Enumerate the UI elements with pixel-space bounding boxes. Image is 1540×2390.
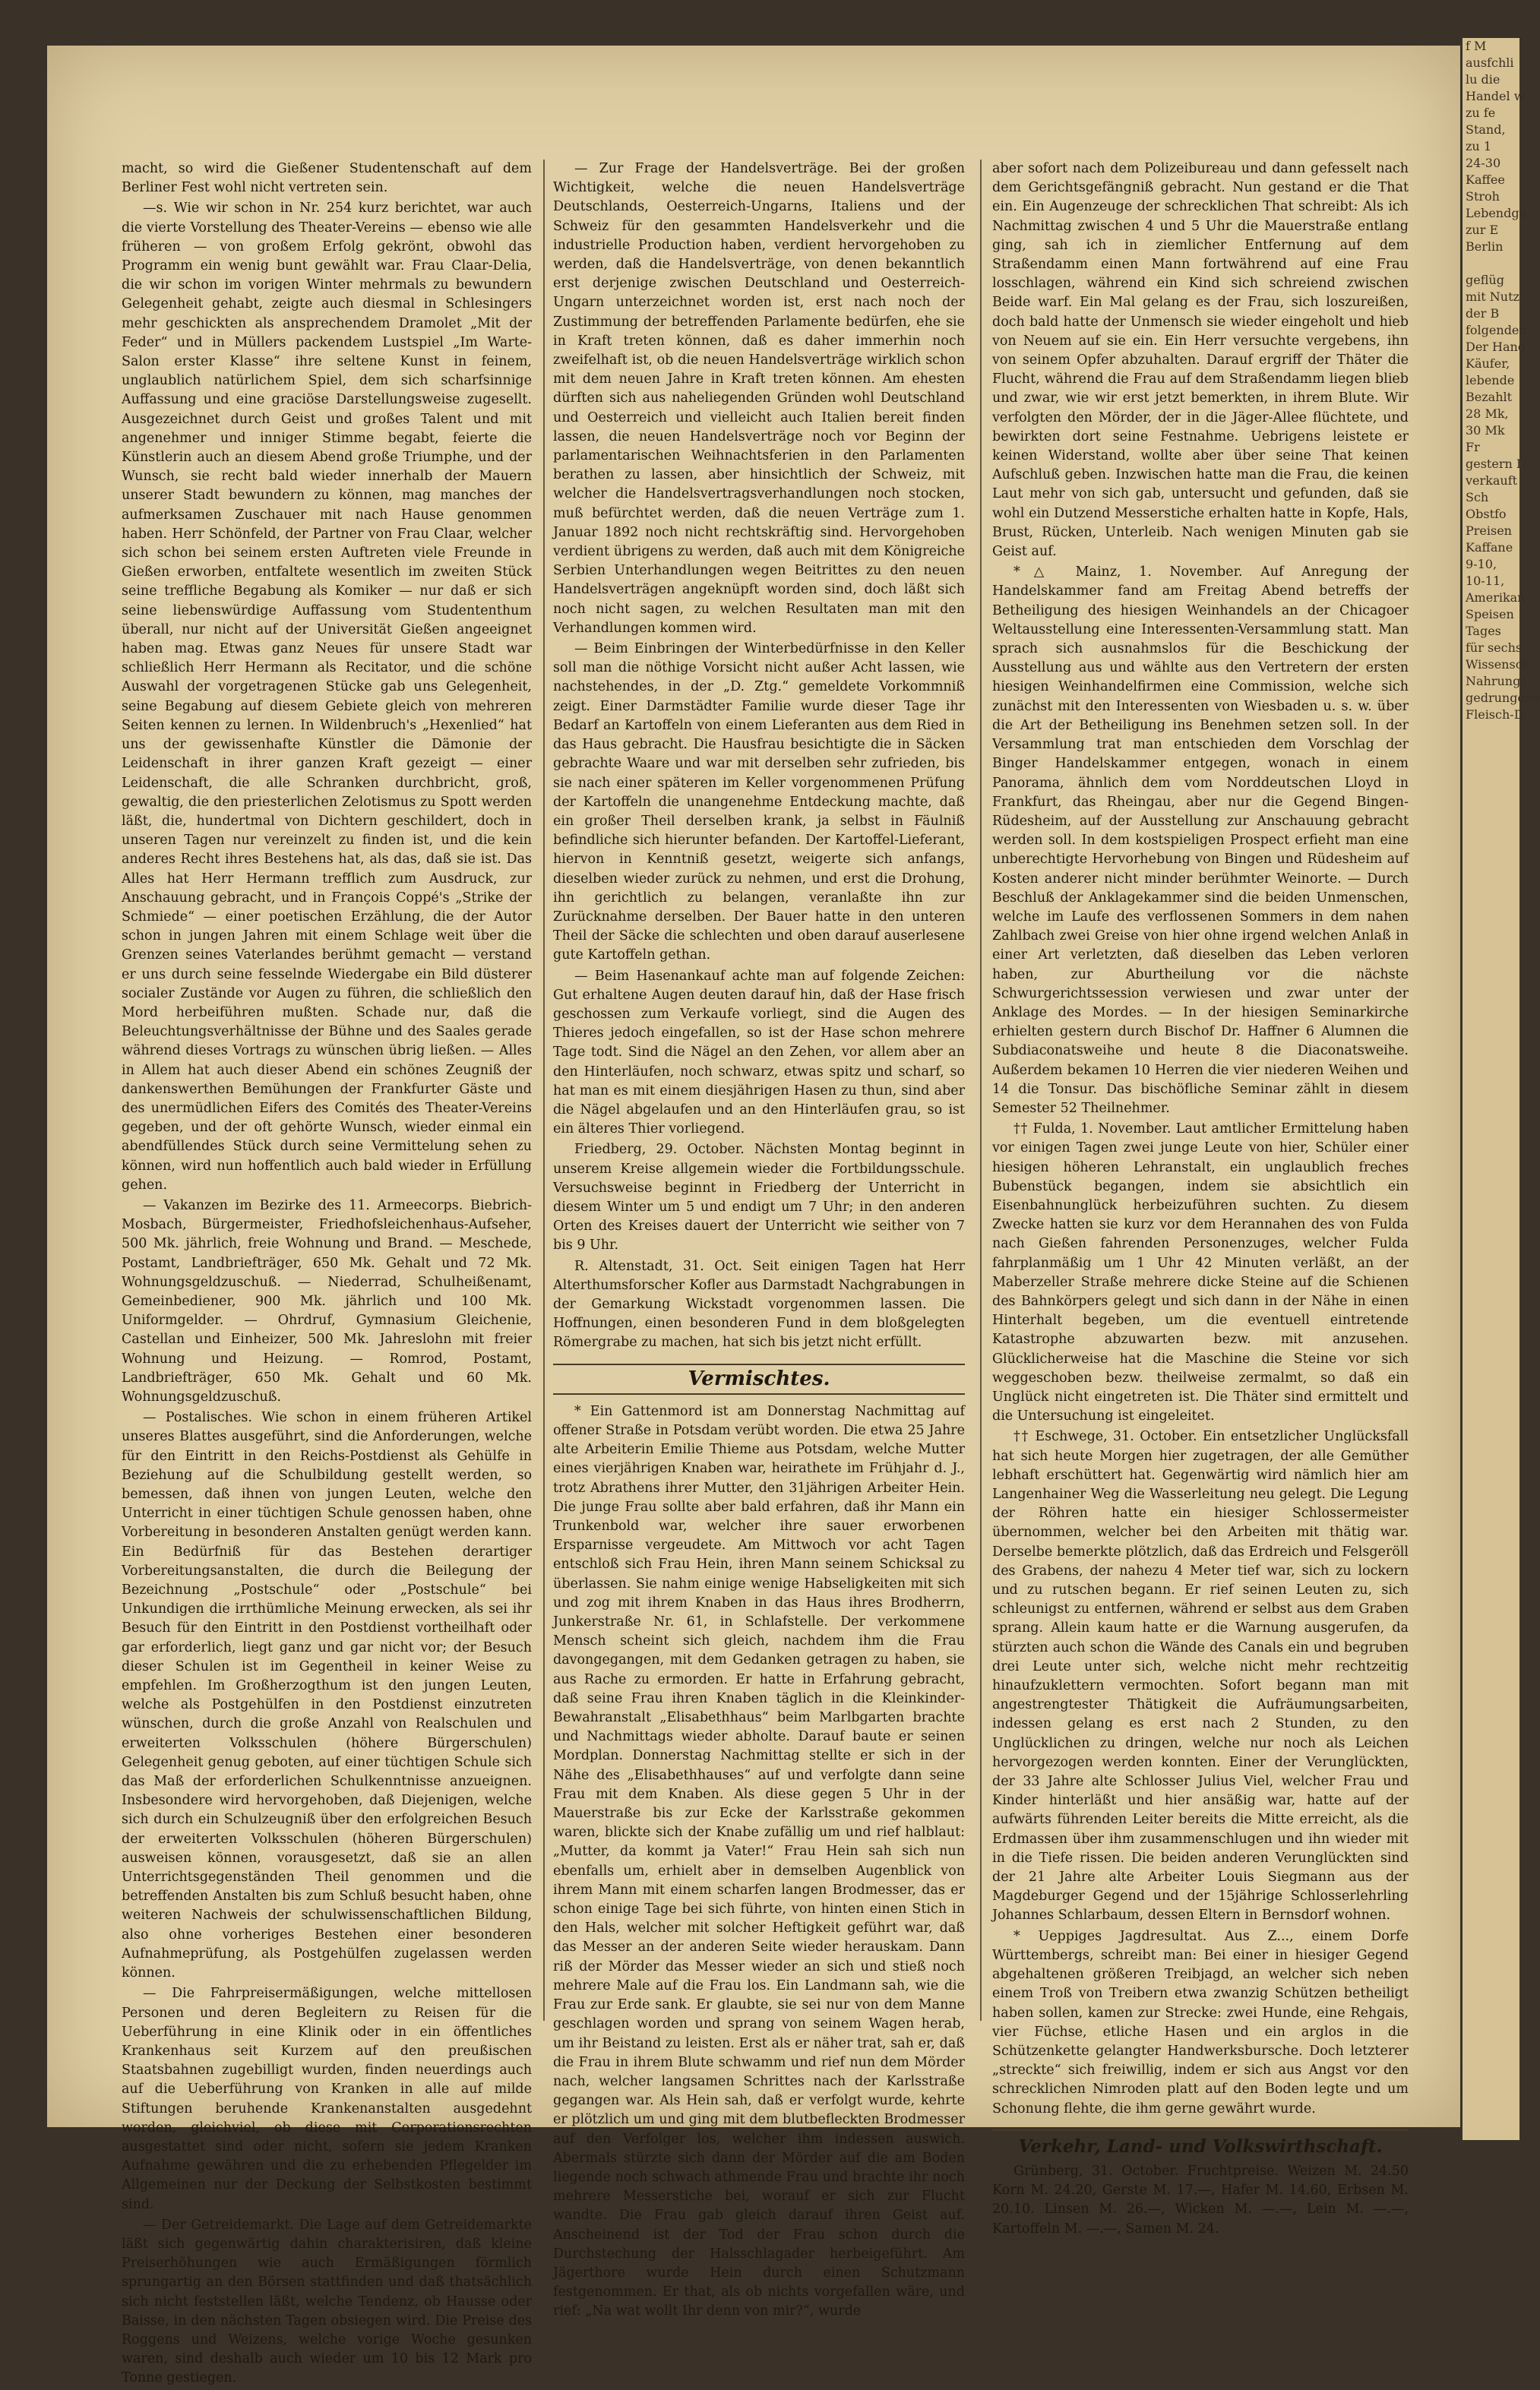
- strip-line: Berlin: [1466, 239, 1504, 254]
- strip-line: Sch: [1466, 490, 1489, 504]
- strip-line: verkauft: [1466, 473, 1518, 488]
- strip-line: Handel w: [1466, 89, 1525, 103]
- article-gruenberg: Grünberg, 31. October. Fruchtpreise. Weizen M. 24.50 Korn M. 24.20, Gerste M. 17.—, Hafer M. 14.60, Erbsen M. 20.10. Linsen M. 26.—, Wicken M. —.—, Lein M. —.—, Kartoffeln M. —.—, Samen M. 24.: [992, 2163, 1409, 2237]
- strip-line: lu die: [1466, 72, 1500, 87]
- strip-line: Nahrungs: [1466, 674, 1527, 688]
- article-getreidemarkt: — Der Getreidemarkt. Die Lage auf dem Getreidemarkte läßt sich gegenwärtig dahin charakterisiren, daß kleine Preiserhöhungen wie auch Ermäßigungen förmlich sprungartig an den Börsen stattfinden und daß thatsächlich sich nicht feststellen läßt, welche Tendenz, ob Hausse oder Baisse, in den nächsten Tagen obsiegen wird. Die Preise des Roggens und Weizens, welche vorige Woche gesunken waren, sind deshalb auch wieder um 10 bis 12 Mark pro Tonne gestiegen.: [122, 2217, 532, 2386]
- strip-line: gestern L: [1466, 457, 1525, 471]
- article-winterbeduerfnisse: — Beim Einbringen der Winterbedürfnisse in den Keller soll man die nöthige Vorsicht nicht außer Acht lassen, wie nachstehendes, in der „D. Ztg.“ gemeldete Vorkommniß zeigt. Einer Darmstädter Familie wurde dieser Tage ihr Bedarf an Kartoffeln von einem Lieferanten aus dem Ried in das Haus gebracht. Die Hausfrau besichtigte die in Säcken gebrachte Waare und war mit derselben sehr zufrieden, bis sie nach einer späteren im Keller vorgenommenen Prüfung der Kartoffeln die unangenehme Entdeckung machte, daß ein großer Theil derselben krank, ja selbst in Fäulniß befindliche sich hierunter befanden. Der Kartoffel-Lieferant, hiervon in Kenntniß gesetzt, weigerte sich anfangs, dieselben wieder zurück zu nehmen, und erst die Drohung, ihn gerichtlich zu belangen, veranlaßte ihn zur Zurücknahme derselben. Der Bauer hatte in den unteren Theil der Säcke die schlechten und oben darauf auserlesene gute Kartoffeln gethan.: [553, 641, 965, 963]
- article-friedberg: Friedberg, 29. October. Nächsten Montag beginnt in unserem Kreise allgemein wieder die Fortbildungsschule. Versuchsweise beginnt in Friedberg der Unterricht in diesem Winter um 5 und endigt um 7 Uhr; in den anderen Orten des Kreises dauert der Unterricht wie seither von 7 bis 9 Uhr.: [553, 1142, 965, 1253]
- article-mainz: *△ Mainz, 1. November. Auf Anregung der Handelskammer fand am Freitag Abend betreffs der Betheiligung des hiesigen Weinhandels an der Chicagoer Weltausstellung eine Interessenten-Versammlung statt. Man sprach sich ausnahmslos für die Beschickung der Ausstellung aus und wählte aus den Vertretern der ersten hiesigen Weinhandelfirmen eine Commission, welche sich zunächst mit den Interessenten von Wiesbaden u. s. w. über die Art der Betheiligung ins Benehmen setzen soll. In der Versammlung trat man entschieden dem Vorschlag der Binger Handelskammer entgegen, wonach in einem Panorama, ähnlich dem vom Norddeutschen Lloyd in Frankfurt, das Rheingau, aber nur die Gegend Bingen-Rüdesheim, auf der Ausstellung zur Anschauung gebracht werden soll. In dem kostspieligen Prospect erfieht man eine unberechtigte Hervorhebung von Bingen und Rüdesheim auf Kosten anderer nicht minder berühmter Weinorte. — Durch Beschluß der Anklagekammer sind die beiden Unmenschen, welche im Laufe des verflossenen Sommers in dem nahen Zahlbach zwei Greise von hier ohne irgend welchen Anlaß in einer Art verletzten, daß dieselben das Leben verloren haben, zur Aburtheilung vor die nächste Schwurgerichtssession verwiesen und zwar unter der Anklage des Mordes. — In der hiesigen Seminarkirche erhielten gestern durch Bischof Dr. Haffner 6 Alumnen die Subdiaconatsweihe und heute 8 die Diaconatsweihe. Außerdem bekamen 10 Herren die vier niederen Weihen und 14 die Tonsur. Das bischöfliche Seminar zählt in diesem Semester 52 Theilnehmer.: [992, 564, 1409, 1116]
- strip-line: Stand,: [1466, 122, 1506, 137]
- strip-line: Fr: [1466, 440, 1480, 454]
- article-text: aber sofort nach dem Polizeibureau und dann gefesselt nach dem Gerichtsgefängniß gebracht. Nun gestand er die That ein. Ein Augenzeuge der schrecklichen That schreibt: Als ich Nachmittag zwischen 4 und 5 Uhr die Mauerstraße entlang ging, sah ich in ziemlicher Entfernung auf dem Straßendamm einen Mann fortwährend auf eine Frau losschlagen, während ein Kind sich schreiend zwischen Beide warf. Ein Mal gelang es der Frau, sich loszureißen, doch bald hatte der Unmensch sie wieder eingeholt und hieb von Neuem auf sie ein. Ein Herr versuchte vergebens, ihn von seinem Opfer abzuhalten. Darauf ergriff der Thäter die Flucht, während die Frau auf dem Straßendamm liegen blieb und zwar, wie wir erst jetzt bemerkten, in ihrem Blute. Wir verfolgten den Mörder, der in die Jäger-Allee flüchtete, und bewirkten dort seine Festnahme. Uebrigens leistete er keinen Widerstand, wollte aber über seine That keinen Aufschluß geben. Inzwischen hatte man die Frau, die keinen Laut mehr von sich gab, untersucht und gefunden, daß sie wohl ein Dutzend Messerstiche erhalten hatte in Kopfe, Hals, Brust, Rücken, Unterleib. Nach wenigen Minuten gab sie Geist auf.: [992, 161, 1409, 560]
- article-text: macht, so wird die Gießener Studentenschaft auf dem Berliner Fest wohl nicht vertreten sein.: [122, 161, 532, 196]
- strip-line: 10-11,: [1466, 574, 1505, 588]
- adjacent-page-strip: [1463, 38, 1540, 2140]
- strip-line: Der Hand: [1466, 340, 1526, 354]
- strip-line: [1466, 255, 1519, 272]
- article-vakanzen: — Vakanzen im Bezirke des 11. Armeecorps. Biebrich-Mosbach, Bürgermeister, Friedhofsleichenhaus-Aufseher, 500 Mk. jährlich, freie Wohnung und Brand. — Meschede, Postamt, Landbriefträger, 650 Mk. Gehalt und 72 Mk. Wohnungsgeldzuschuß. — Niederrad, Schulheißenamt, Gemeinbediener, 900 Mk. jährlich und 100 Mk. Uniformgelder. — Ohrdruf, Gymnasium Gleichenie, Castellan und Einheizer, 500 Mk. Jahreslohn mit freier Wohnung und Heizung. — Romrod, Postamt, Landbriefträger, 650 Mk. Gehalt und 60 Mk. Wohnungsgeldzuschuß.: [122, 1197, 532, 1405]
- strip-line: Kaffane: [1466, 540, 1513, 555]
- article-altenstadt: R. Altenstadt, 31. Oct. Seit einigen Tagen hat Herr Alterthumsforscher Kofler aus Darmstadt Nachgrabungen in der Gemarkung Wickstadt vorgenommen lassen. Die Hoffnungen, einen besonderen Fund in dem bloßgelegten Römergrabe zu machen, hat sich bis jetzt nicht erfüllt.: [553, 1258, 965, 1351]
- strip-line: zur E: [1466, 223, 1499, 237]
- column-1: [122, 160, 532, 2390]
- strip-line: ausfchli: [1466, 55, 1514, 70]
- article-postalisches: — Postalisches. Wie schon in einem früheren Artikel unseres Blattes ausgeführt, sind die Anforderungen, welche für den Eintritt in den Reichs-Postdienst als Gehülfe in Beziehung auf die Schulbildung gestellt werden, so bemessen, daß ihnen von jungen Leuten, welche den Unterricht in einer tüchtigen Schule genossen haben, ohne Vorbereitung in besonderen Anstalten genügt werden kann. Ein Bedürfniß für das Bestehen derartiger Vorbereitungsanstalten, die durch die Beilegung der Bezeichnung „Postschule“ oder „Postschule“ bei Unkundigen die irrthümliche Meinung erwecken, als sei ihr Besuch für den Eintritt in den Postdienst vortheilhaft oder gar erforderlich, liegt ganz und gar nicht vor; der Besuch dieser Schulen ist im Gegentheil in keiner Weise zu empfehlen. Im Großherzogthum ist den jungen Leuten, welche als Postgehülfen in den Postdienst einzutreten wünschen, durch die große Anzahl von Realschulen und erweiterten Volksschulen (höhere Bürgerschulen) Gelegenheit genug geboten, auf einer tüchtigen Schule sich das Maß der erforderlichen Schulkenntnisse anzueignen. Insbesondere wird hervorgehoben, daß Diejenigen, welche sich durch ein Schulzeugniß über den erfolgreichen Besuch der erweiterten Volksschulen (höheren Bürgerschulen) ausweisen können, vorausgesetzt, daß sie an allen Unterrichtsgegenständen Theil genommen und die betreffenden Anstalten bis zum Schluß besucht haben, ohne weiteren Nachweis der schulwissenschaftlichen Bildung, also ohne vorheriges Bestehen einer besonderen Aufnahmeprüfung, als Postgehülfen zugelassen werden können.: [122, 1410, 532, 1981]
- strip-line: Lebendge: [1466, 206, 1527, 220]
- section-heading-verkehr: Verkehr, Land- und Volkswirthschaft.: [992, 2129, 1409, 2156]
- strip-line: Amerikan: [1466, 590, 1526, 605]
- strip-line: für sechs: [1466, 640, 1523, 655]
- strip-line: Stroh: [1466, 189, 1500, 204]
- column-3: [992, 160, 1409, 2240]
- strip-line: lebende: [1466, 373, 1515, 387]
- strip-line: 28 Mk,: [1466, 406, 1509, 421]
- article-eschwege: †† Eschwege, 31. October. Ein entsetzlicher Unglücksfall hat sich heute Morgen hier zugetragen, der alle Gemüther lebhaft erschüttert hat. Gegenwärtig wird nämlich hier am Langenhainer Weg die Wasserleitung neu gelegt. Die Legung der Röhren hatte ein hiesiger Schlossermeister übernommen, welcher bei den Arbeiten mit thätig war. Derselbe bemerkte plötzlich, daß das Erdreich und Felsgeröll des Grabens, der nahezu 4 Meter tief war, sich zu lockern und zu rutschen begann. Er rief seinen Leuten zu, sich schleunigst zu entfernen, während er selbst aus dem Graben sprang. Allein kaum hatte er die Warnung ausgerufen, da stürzten auch schon die Wände des Canals ein und begruben drei Leute unter sich, welche nicht mehr rechtzeitig hinaufzuklettern vermochten. Sofort begann man mit angestrengtester Thätigkeit die Aufräumungsarbeiten, indessen gelang es erst nach 2 Stunden, zu den Unglücklichen zu dringen, welche nur noch als Leichen hervorgezogen werden konnten. Einer der Verunglückten, der 33 Jahre alte Schlosser Julius Viel, welcher Frau und Kinder hinterläßt und hier ansäßig war, hatte auf der aufwärts führenden Leiter bereits die Mitte erreicht, als die Erdmassen über ihm zusammenschlugen und ihn wieder mit in die Tiefe rissen. Die beiden anderen Verunglückten sind der 21 Jahre alte Arbeiter Louis Siegmann aus der Magdeburger Gegend und der 15jährige Schlosserlehrling Johannes Schlarbaum, dessen Eltern in Bernsdorf wohnen.: [992, 1429, 1409, 1924]
- article-hasenankauf: — Beim Hasenankauf achte man auf folgende Zeichen: Gut erhaltene Augen deuten darauf hin, daß der Hase frisch geschossen zum Verkaufe vorliegt, sind die Augen des Thieres jedoch eingefallen, so ist der Hase schon mehrere Tage todt. Sind die Nägel an den Zehen, vor allem aber an den Hinterläufen, noch schwarz, etwas spitz und scharf, so hat man es mit einem diesjährigen Hasen zu thun, sind aber die Nägel abgelaufen und an den Hinterläufen grau, so ist ein älteres Thier vorliegend.: [553, 968, 965, 1137]
- strip-line: 24-30: [1466, 156, 1501, 170]
- article-handelsvertraege: — Zur Frage der Handelsverträge. Bei der großen Wichtigkeit, welche die neuen Handelsverträge Deutschlands, Oesterreich-Ungarns, Italiens und der Schweiz für den gesammten Handelsverkehr und die industrielle Production haben, verdient hervorgehoben zu werden, daß die Handelsverträge, von denen bekanntlich erst derjenige zwischen Deutschland und Oesterreich-Ungarn unterzeichnet worden ist, erst nach noch der Zustimmung der betreffenden Parlamente bedürfen, ehe sie in Kraft treten können, daß es daher immerhin noch zweifelhaft ist, ob die neuen Handelsverträge wirklich schon mit dem neuen Jahre in Kraft treten können. Am ehesten dürften sich aus naheliegenden Gründen wohl Deutschland und Oesterreich und vielleicht auch Italien bereit finden lassen, die neuen Handelsverträge noch vor Beginn der parlamentarischen Weihnachtsferien in den Parlamenten berathen zu lassen, aber hinsichtlich der Schweiz, mit welcher die Handelsvertragsverhandlungen noch stocken, muß befürchtet werden, daß die neuen Verträge zum 1. Januar 1892 noch nicht rechtskräftig sind. Hervorgehoben verdient übrigens zu werden, daß auch mit dem Königreiche Serbien Unterhandlungen wegen Beitrittes zu den neuen Handelsverträgen angeknüpft worden sind, doch läßt sich noch nicht sagen, zu welchen Resultaten man mit den Verhandlungen kommen wird.: [553, 161, 965, 636]
- strip-line: Bezahlt: [1466, 390, 1513, 404]
- strip-line: Speisen: [1466, 607, 1514, 621]
- article-fulda: †† Fulda, 1. November. Laut amtlicher Ermittelung haben vor einigen Tagen zwei junge Leute von hier, Schüler einer hiesigen höheren Lehranstalt, ein unglaublich freches Bubenstück begangen, indem sie absichtlich ein Eisenbahnunglück herbeizuführen suchten. Zu diesem Zwecke hatten sie kurz vor dem Herannahen des von Fulda nach Gießen fahrenden Personenzuges, welcher Fulda fahrplanmäßig um 1 Uhr 42 Minuten verläßt, an der Maberzeller Straße mehrere dicke Steine auf die Schienen des Bahnkörpers gelegt und sich dann in der Nähe in einen Hinterhalt begeben, um die eventuell eintretende Katastrophe abzuwarten bezw. mit anzusehen. Glücklicherweise hat die Maschine die Steine vor sich weggeschoben bezw. theilweise zermalmt, so daß ein Unglück nicht eingetreten ist. Die Thäter sind ermittelt und die Untersuchung ist eingeleitet.: [992, 1121, 1409, 1424]
- column-divider: [543, 160, 545, 2021]
- column-2: [553, 160, 965, 2323]
- strip-line: zu 1: [1466, 139, 1491, 153]
- column-divider: [980, 160, 982, 2021]
- strip-line: f M: [1466, 39, 1487, 53]
- strip-line: Preisen: [1466, 523, 1512, 538]
- section-heading-vermischtes: Vermischtes.: [553, 1364, 965, 1395]
- strip-line: gedrungene: [1466, 691, 1540, 705]
- strip-line: Kaffee: [1466, 172, 1505, 187]
- strip-line: Obstfo: [1466, 507, 1507, 521]
- article-theater-verein: —s. Wie wir schon in Nr. 254 kurz berichtet, war auch die vierte Vorstellung des Theater-Vereins — ebenso wie alle früheren — von großem Erfolg gekrönt, obwohl das Programm ein wenig bunt gewählt war. Frau Claar-Delia, die wir schon im vorigen Winter mehrmals zu bewundern Gelegenheit gehabt, zeigte auch diesmal in Schlesingers mehr geschickten als ansprechendem Dramolet „Mit der Feder“ und in Müllers packendem Lustspiel „Im Warte-Salon erster Klasse“ ihre seltene Kunst in feinem, unglaublich natürlichem Spiel, dem sich scharfsinnige Auffassung und eine graciöse Darstellungsweise zugesellt. Ausgezeichnet durch Geist und großes Talent und mit angenehmer und inniger Stimme begabt, feierte die Künstlerin auch an diesem Abend große Triumphe, und der Wunsch, sie recht bald wieder innerhalb der Mauern unserer Stadt bewundern zu können, mag manches der aufmerksamen Zuschauer mit nach Hause genommen haben. Herr Schönfeld, der Partner von Frau Claar, welcher sich schon bei seinem ersten Auftreten viele Freunde in Gießen erworben, entfaltete wesentlich im zweiten Stück seine treffliche Begabung als Komiker — nur daß er sich seine liebenswürdige Auffassung vom Studententhum überall, nur nicht auf der Universität Gießen angeeignet haben mag. Etwas ganz Neues für unsere Stadt war schließlich Herr Hermann als Recitator, und die schöne Auswahl der vorgetragenen Stücke gab uns Gelegenheit, seine Begabung auf diesem Gebiete gleich von mehreren Seiten kennen zu lernen. In Wildenbruch's „Hexenlied“ hat uns der gewissenhafte Künstler die Dämonie der Leidenschaft in ihrer ganzen Kraft gezeigt — einer Leidenschaft, die alle Schranken durchbricht, groß, gewaltig, die den priesterlichen Zelotismus zu Spott werden läßt, die, hundertmal von Dichtern geschildert, doch in unseren Tagen nur vereinzelt zu finden ist, und die kein anderes Recht ihres Bestehens hat, als das, daß sie ist. Das Alles hat Herr Hermann trefflich zum Ausdruck, zur Anschauung gebracht, und in François Coppé's „Strike der Schmiede“ — einer poetischen Erzählung, die der Autor schon in jungen Jahren mit einem Schlage weit über die Grenzen seines Vaterlandes berühmt gemacht — verstand er uns durch seine fesselnde Wiedergabe ein Bild düsterer socialer Zustände vor Augen zu führen, die schließlich den Mord herbeiführen mußten. Schade nur, daß die Beleuchtungsverhältnisse der Bühne und des Saales gerade während dieses Vortrags zu wünschen übrig ließen. — Alles in Allem hat auch dieser Abend ein schönes Zeugniß der dankenswerthen Bemühungen der Frankfurter Gäste und des unermüdlichen Eifers des Comités des Theater-Vereins gegeben, und der oft gehörte Wunsch, wieder einmal ein abendfüllendes Stück durch seine Vermittelung sehen zu können, wird nun hoffentlich auch bald wieder in Erfüllung gehen.: [122, 201, 532, 1193]
- strip-line: Tages: [1466, 624, 1501, 638]
- strip-line: Wissensch: [1466, 657, 1530, 672]
- strip-line: der B: [1466, 306, 1500, 321]
- article-gattenmord: * Ein Gattenmord ist am Donnerstag Nachmittag auf offener Straße in Potsdam verübt worden. Die etwa 25 Jahre alte Arbeiterin Emilie Thieme aus Potsdam, welche Mutter eines vierjährigen Knaben war, heirathete im Frühjahr d. J., trotz Abrathens ihrer Mutter, den 31jährigen Arbeiter Hein. Die junge Frau sollte aber bald erfahren, daß ihr Mann ein Trunkenbold war, welcher ihre sauer erworbenen Ersparnisse vergeudete. Am Mittwoch vor acht Tagen entschloß sich Frau Hein, ihren Mann seinem Schicksal zu überlassen. Sie nahm einige wenige Habseligkeiten mit sich und zog mit ihrem Knaben in das Haus ihres Brodherrn, Junkerstraße Nr. 61, in Schlafstelle. Der verkommene Mensch scheint sich gleich, nachdem ihm die Frau davongegangen, mit dem Gedanken getragen zu haben, sie aus Rache zu ermorden. Er hatte in Erfahrung gebracht, daß seine Frau ihren Knaben täglich in die Kleinkinder-Bewahranstalt „Elisabethhaus“ beim Marlbgarten brachte und Nachmittags wieder abholte. Darauf baute er seinen Mordplan. Donnerstag Nachmittag stellte er sich in der Nähe des „Elisabethhauses“ auf und verfolgte dann seine Frau mit dem Knaben. Als diese gegen 5 Uhr in der Mauerstraße bis zur Ecke der Karlsstraße gekommen waren, blickte sich der Knabe zufällig um und rief halblaut: „Mutter, da kommt ja Vater!“ Frau Hein sah sich nun ebenfalls um, erhielt aber in demselben Augenblick von ihrem Mann mit einem scharfen langen Brodmesser, das er schon einige Tage bei sich führte, von hinten einen Stich in den Hals, welcher mit solcher Heftigkeit geführt war, daß das Messer an der anderen Seite wieder herauskam. Dann riß der Mörder das Messer wieder an sich und stieß noch mehrere Male auf die Frau los. Ein Landmann sah, wie die Frau zur Erde sank. Er glaubte, sie sei nur von dem Manne geschlagen worden und sprang von seinem Wagen herab, um ihr Beistand zu leisten. Erst als er näher trat, sah er, daß die Frau in ihrem Blute schwamm und rief nun dem Mörder nach, welcher langsamen Schrittes nach der Karlsstraße gegangen war. Als Hein sah, daß er verfolgt wurde, kehrte er plötzlich um und ging mit dem blutbefleckten Brodmesser auf den Verfolger los, welcher ihm indessen auswich. Abermals stürzte sich dann der Mörder auf die am Boden liegende noch schwach athmende Frau und brachte ihr noch mehrere Messerstiche bei, worauf er sich zur Flucht wandte. Die Frau gab gleich darauf ihren Geist auf. Anscheinend ist der Tod der Frau schon durch die Durchstechung der Halsschlagader herbeigeführt. Am Jägerthore wurde Hein durch einen Schutzmann festgenommen. Er that, als ob nichts vorgefallen wäre, und rief: „Na wat wollt Ihr denn von mir?“, wurde: [553, 1403, 965, 2319]
- strip-line: 30 Mk: [1466, 423, 1505, 438]
- strip-line: Käufer,: [1466, 356, 1510, 371]
- strip-line: 9-10,: [1466, 557, 1497, 571]
- strip-line: folgenden: [1466, 323, 1527, 337]
- strip-line: geflüg: [1466, 273, 1504, 287]
- article-fahrpreis: — Die Fahrpreisermäßigungen, welche mittellosen Personen und deren Begleitern zu Reisen für die Ueberführung in eine Klinik oder in ein öffentliches Krankenhaus seit Kurzem auf den preußischen Staatsbahnen zugebilligt wurden, finden neuerdings auch auf die Ueberführung von Kranken in alle auf milde Stiftungen beruhende Krankenanstalten ausgedehnt worden, gleichviel, ob diese mit Corporationsrechten ausgestattet sind oder nicht, sofern sie jedem Kranken Aufnahme gewähren und die zu erhebenden Pflegelder im Allgemeinen nur der Deckung der Selbstkosten bestimmt sind.: [122, 1986, 532, 2212]
- strip-line: zu fe: [1466, 106, 1496, 120]
- strip-line: mit Nutz: [1466, 289, 1519, 304]
- article-jagdresultat: * Ueppiges Jagdresultat. Aus Z..., einem Dorfe Württembergs, schreibt man: Bei einer in hiesiger Gegend abgehaltenen größeren Treibjagd, an welcher sich neben einem Troß von Treibern etwa zwanzig Schützen betheiligt haben sollen, kamen zur Strecke: zwei Hunde, eine Rehgais, vier Füchse, etliche Hasen und ein arglos in die Schützenkette gelangter Handwerksbursche. Doch letzterer „streckte“ sich freiwillig, indem er sich aus Angst vor den schrecklichen Nimroden platt auf den Boden legte und um Schonung flehte, die ihm gerne gewährt wurde.: [992, 1928, 1409, 2117]
- strip-line: Fleisch-D: [1466, 707, 1524, 722]
